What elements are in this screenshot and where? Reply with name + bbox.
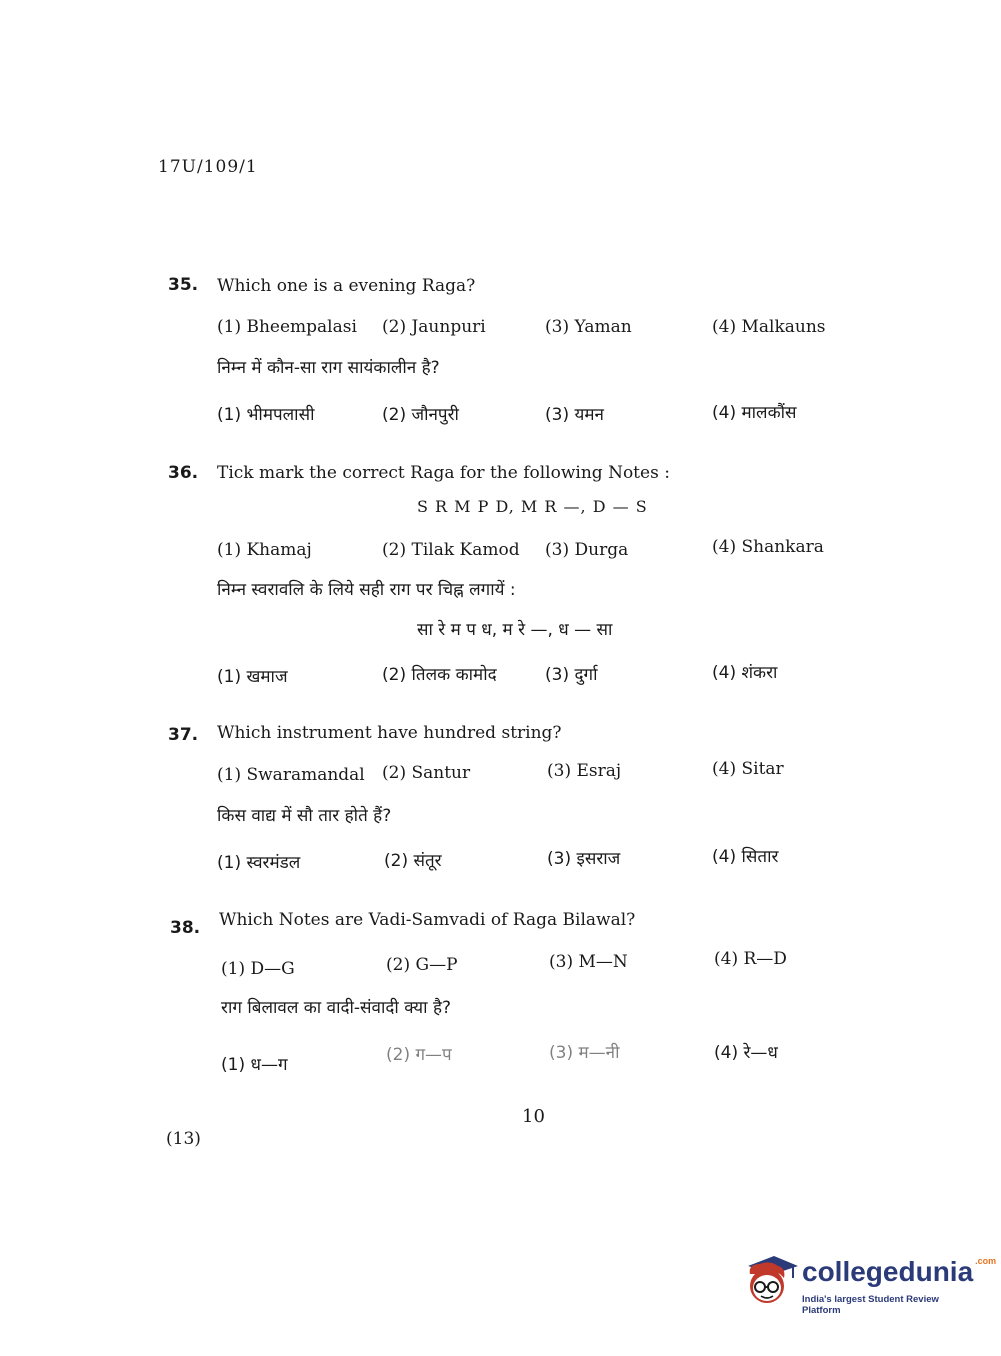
question-text-en: Which instrument have hundred string?: [217, 723, 562, 743]
question-text-hi: निम्न स्वरावलि के लिये सही राग पर चिह्न लगायें :: [217, 580, 516, 600]
option-hi-4: (4) सितार: [712, 847, 779, 867]
notes-hi: सा रे म प ध, म रे —, ध — सा: [417, 620, 613, 640]
option-hi-2: (2) ग—प: [386, 1045, 452, 1065]
option-hi-1: (1) स्वरमंडल: [217, 853, 301, 873]
question-text-en: Which one is a evening Raga?: [217, 276, 476, 296]
question-text-en: Which Notes are Vadi-Samvadi of Raga Bilawal?: [219, 910, 636, 930]
page-number: 10: [522, 1106, 545, 1127]
notes-en: S R M P D, M R —, D — S: [417, 497, 648, 516]
option-hi-1: (1) भीमपलासी: [217, 405, 315, 425]
option-hi-1: (1) ध—ग: [221, 1055, 288, 1075]
option-en-3: (3) Esraj: [547, 761, 622, 781]
option-hi-2: (2) तिलक कामोद: [382, 665, 497, 685]
question-text-en: Tick mark the correct Raga for the following Notes :: [217, 463, 670, 483]
option-en-3: (3) M—N: [549, 952, 628, 972]
question-number: 37.: [168, 725, 199, 745]
logo-wordmark: collegedunia $^{.com}$: [802, 1256, 997, 1287]
option-hi-4: (4) रे—ध: [714, 1043, 778, 1063]
option-en-4: (4) Malkauns: [712, 317, 826, 337]
option-hi-3: (3) यमन: [545, 405, 604, 425]
option-en-3: (3) Yaman: [545, 317, 632, 337]
option-en-2: (2) Tilak Kamod: [382, 540, 520, 560]
option-en-1: (1) D—G: [221, 959, 295, 979]
option-en-1: (1) Bheempalasi: [217, 317, 357, 337]
option-hi-4: (4) शंकरा: [712, 663, 778, 683]
option-en-1: (1) Swaramandal: [217, 765, 365, 785]
collegedunia-logo[interactable]: [740, 1250, 997, 1316]
question-text-hi: निम्न में कौन-सा राग सायंकालीन है?: [217, 358, 440, 378]
paper-code: 17U/109/1: [158, 157, 258, 177]
option-hi-2: (2) संतूर: [384, 851, 442, 871]
logo-tagline: India's largest Student Review Platform: [802, 1294, 939, 1316]
question-number: 35.: [168, 275, 199, 295]
option-en-4: (4) Sitar: [712, 759, 784, 779]
question-number: 38.: [170, 918, 201, 938]
option-en-2: (2) Santur: [382, 763, 471, 783]
mascot-icon: [740, 1250, 802, 1312]
option-hi-2: (2) जौनपुरी: [382, 405, 459, 425]
question-number: 36.: [168, 463, 199, 483]
option-hi-3: (3) दुर्गा: [545, 665, 598, 685]
option-hi-3: (3) इसराज: [547, 849, 621, 869]
option-en-1: (1) Khamaj: [217, 540, 312, 560]
question-text-hi: राग बिलावल का वादी-संवादी क्या है?: [221, 998, 452, 1018]
option-en-3: (3) Durga: [545, 540, 629, 560]
option-hi-4: (4) मालकौंस: [712, 403, 797, 423]
question-text-hi: किस वाद्य में सौ तार होते हैं?: [217, 806, 392, 826]
option-hi-1: (1) खमाज: [217, 667, 288, 687]
footer-code: (13): [166, 1129, 201, 1149]
option-en-2: (2) Jaunpuri: [382, 317, 486, 337]
option-hi-3: (3) म—नी: [549, 1043, 620, 1063]
option-en-2: (2) G—P: [386, 955, 458, 975]
option-en-4: (4) Shankara: [712, 537, 824, 557]
option-en-4: (4) R—D: [714, 949, 787, 969]
